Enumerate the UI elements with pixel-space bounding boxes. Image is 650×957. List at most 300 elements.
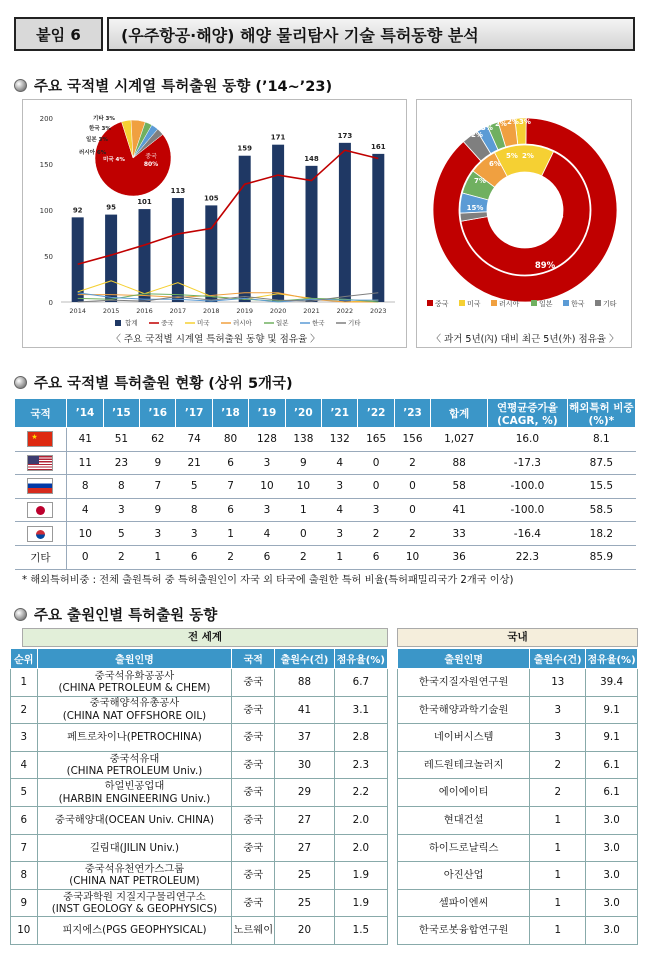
share-cell: 3.0: [586, 806, 638, 834]
count-cell: 2: [530, 779, 586, 807]
legend-label: 일본: [276, 319, 289, 327]
column-header: 합계: [431, 399, 488, 428]
y-tick-label: 50: [44, 253, 53, 261]
count-cell: 27: [275, 806, 334, 834]
legend-label: 기타: [348, 319, 361, 327]
column-header: 점유율(%): [586, 649, 638, 669]
value-cell: 21: [176, 451, 212, 475]
donut-label: 7%: [474, 177, 486, 185]
value-cell: 2: [394, 451, 430, 475]
applicant-cell: 네이버시스템: [398, 724, 530, 752]
share-cell: 1.9: [334, 889, 387, 917]
value-cell: 165: [358, 428, 394, 452]
column-header: ’16: [140, 399, 176, 428]
bar-total: [172, 198, 184, 302]
x-tick-label: 2019: [236, 307, 253, 315]
count-cell: 2: [530, 751, 586, 779]
table-row: [11, 779, 388, 807]
count-cell: 25: [275, 862, 334, 890]
legend-swatch: [491, 300, 497, 306]
applicant-name: 중국과학원 지질지구물리연구소: [63, 890, 206, 903]
legend-label: 한국: [312, 319, 325, 327]
applicant-cell: [37, 889, 232, 917]
x-tick-label: 2014: [69, 307, 86, 315]
applicant-cell: [37, 917, 232, 945]
value-cell: 36: [431, 545, 488, 569]
x-tick-label: 2021: [303, 307, 320, 315]
share-cell: 39.4: [586, 669, 638, 697]
value-cell: 1: [285, 498, 321, 522]
value-cell: 3: [103, 498, 139, 522]
value-cell: 6: [249, 545, 285, 569]
table-row: [11, 862, 388, 890]
section3-heading: [14, 604, 217, 625]
applicant-cell: 하이드로날릭스: [398, 834, 530, 862]
legend-swatch: [595, 300, 601, 306]
donut-label: 6%: [489, 160, 501, 168]
donut-label: 3%: [519, 118, 531, 126]
value-cell: 6: [358, 545, 394, 569]
value-cell: 2: [285, 545, 321, 569]
share-cell: 9.1: [586, 696, 638, 724]
bullet-icon: [14, 79, 27, 92]
value-cell: 51: [103, 428, 139, 452]
value-cell: 23: [103, 451, 139, 475]
y-tick-label: 100: [39, 207, 53, 215]
value-cell: 7: [140, 475, 176, 499]
table-row: [15, 428, 636, 452]
value-cell: 87.5: [567, 451, 635, 475]
share-cell: 6.7: [334, 669, 387, 697]
bullet-icon: [14, 376, 27, 389]
applicant-cell: 셀파이엔씨: [398, 889, 530, 917]
value-cell: 16.0: [488, 428, 568, 452]
share-cell: 6.1: [586, 779, 638, 807]
donut-label: 2%: [507, 118, 519, 126]
table-row: [11, 696, 388, 724]
share-cell: 9.1: [586, 724, 638, 752]
value-cell: 0: [358, 475, 394, 499]
column-header: ’17: [176, 399, 212, 428]
table-row: [398, 669, 638, 697]
legend-swatch: [531, 300, 537, 306]
donut-label: 2%: [471, 131, 483, 139]
share-cell: 2.2: [334, 779, 387, 807]
count-cell: 3: [530, 696, 586, 724]
applicant-name: 피지에스(PGS GEOPHYSICAL): [62, 924, 207, 937]
applicant-cell: [37, 669, 232, 697]
world-applicant-table: [10, 648, 388, 945]
country-cell: 중국: [232, 696, 275, 724]
bar-total: [306, 166, 318, 302]
china-flag-icon: ★: [27, 431, 53, 447]
value-cell: 4: [322, 498, 358, 522]
rank-cell: 2: [11, 696, 38, 724]
table-row: [11, 724, 388, 752]
x-tick-label: 2015: [102, 307, 120, 315]
legend-swatch: [563, 300, 569, 306]
rank-cell: 3: [11, 724, 38, 752]
share-donut-chart: [417, 100, 633, 330]
value-cell: -100.0: [488, 498, 568, 522]
count-cell: 1: [530, 806, 586, 834]
legend-label: 러시아: [499, 300, 520, 308]
bar-value-label: 159: [237, 144, 253, 153]
value-cell: 6: [176, 545, 212, 569]
country-cell: [15, 545, 67, 569]
legend-label: 기타: [603, 300, 617, 308]
applicant-name: 중국석유천연가스그룹: [84, 862, 185, 875]
count-cell: 1: [530, 862, 586, 890]
value-cell: 8: [67, 475, 103, 499]
count-cell: 3: [530, 724, 586, 752]
pie-label: 미국 4%: [103, 157, 125, 163]
country-cell: 중국: [232, 806, 275, 834]
share-cell: 3.0: [586, 834, 638, 862]
bar-total: [272, 145, 284, 302]
donut-label: 15%: [466, 204, 484, 212]
legend-swatch: [115, 320, 121, 326]
table-header-row: [398, 649, 638, 669]
applicant-cell: [37, 751, 232, 779]
table-row: [11, 834, 388, 862]
bullet-icon: [14, 608, 27, 621]
table-row: [398, 779, 638, 807]
value-cell: 9: [140, 498, 176, 522]
section3-title: 주요 출원인별 특허출원 동향: [34, 608, 218, 624]
legend-label: 중국: [435, 300, 449, 308]
table-row: [398, 806, 638, 834]
value-cell: 85.9: [567, 545, 635, 569]
applicant-cell: 한국해양과학기술원: [398, 696, 530, 724]
bar-value-label: 101: [137, 198, 152, 207]
pie-label: 80%: [143, 161, 159, 168]
share-cell: 3.0: [586, 917, 638, 945]
value-cell: 4: [67, 498, 103, 522]
usa-flag-icon: [27, 455, 53, 471]
table-row: [398, 862, 638, 890]
value-cell: 128: [249, 428, 285, 452]
rank-cell: 9: [11, 889, 38, 917]
column-header: ’19: [249, 399, 285, 428]
value-cell: 41: [67, 428, 103, 452]
share-cell: 3.0: [586, 889, 638, 917]
value-cell: 8: [103, 475, 139, 499]
value-cell: 5: [176, 475, 212, 499]
count-cell: 27: [275, 834, 334, 862]
value-cell: 4: [249, 522, 285, 546]
value-cell: 5: [103, 522, 139, 546]
value-cell: 156: [394, 428, 430, 452]
legend-label: 러시아: [233, 319, 252, 327]
value-cell: 6: [212, 451, 248, 475]
column-header: ’23: [394, 399, 430, 428]
applicant-cell: 현대건설: [398, 806, 530, 834]
count-cell: 29: [275, 779, 334, 807]
share-cell: 1.5: [334, 917, 387, 945]
count-cell: 1: [530, 889, 586, 917]
rank-cell: 1: [11, 669, 38, 697]
bar-total: [72, 217, 84, 302]
applicant-name: 중국해양석유총공사: [89, 697, 180, 710]
column-header: 연평균증가율 (CAGR, %): [488, 399, 568, 428]
applicant-cell: 에이에이티: [398, 779, 530, 807]
x-tick-label: 2016: [136, 307, 153, 315]
bar-value-label: 171: [270, 133, 286, 142]
count-cell: 30: [275, 751, 334, 779]
value-cell: 10: [285, 475, 321, 499]
column-header: 순위: [11, 649, 38, 669]
value-cell: 62: [140, 428, 176, 452]
appendix-badge: 붙임 6: [14, 17, 103, 51]
count-cell: 20: [275, 917, 334, 945]
applicant-cell: [37, 779, 232, 807]
column-header: ’22: [358, 399, 394, 428]
value-cell: 2: [358, 522, 394, 546]
column-header: 출원수(건): [530, 649, 586, 669]
value-cell: 4: [322, 451, 358, 475]
applicant-cell: [37, 834, 232, 862]
bar-value-label: 148: [304, 154, 319, 163]
pie-label: 일본 3%: [86, 137, 108, 143]
table-row: [15, 545, 636, 569]
applicant-cell: 한국로봇융합연구원: [398, 917, 530, 945]
country-cell: 중국: [232, 889, 275, 917]
donut-label: 2%: [522, 152, 534, 160]
donut-label: 89%: [534, 261, 556, 271]
applicant-english-name: (CHINA NAT PETROLEUM): [69, 875, 200, 888]
count-cell: 25: [275, 889, 334, 917]
caption-left: 〈 주요 국적별 시계열 특허출원 동향 및 점유율 〉: [111, 334, 320, 345]
legend-swatch: [459, 300, 465, 306]
applicant-name: 중국석유화공공사: [94, 669, 175, 682]
table-row: [11, 917, 388, 945]
value-cell: 0: [285, 522, 321, 546]
x-tick-label: 2023: [370, 307, 387, 315]
applicant-name: 하얼빈공업대: [104, 780, 165, 793]
country-cell: 중국: [232, 779, 275, 807]
applicant-cell: [37, 724, 232, 752]
country-cell: [15, 451, 67, 475]
country-cell: 중국: [232, 724, 275, 752]
table-header-row: [11, 649, 388, 669]
table-row: [11, 669, 388, 697]
korea-flag-icon: [27, 526, 53, 542]
column-header: ’14: [67, 399, 103, 428]
donut-panel: [416, 99, 632, 348]
legend-label: 중국: [161, 319, 174, 327]
applicant-name: 중국석유대: [109, 752, 160, 765]
table-row: [15, 451, 636, 475]
value-cell: 138: [285, 428, 321, 452]
timeseries-panel: [22, 99, 407, 348]
bar-total: [205, 205, 217, 302]
value-cell: 3: [176, 522, 212, 546]
donut-label: 5%: [506, 152, 518, 160]
table-row: [398, 751, 638, 779]
count-cell: 1: [530, 834, 586, 862]
country-cell: 중국: [232, 834, 275, 862]
value-cell: 41: [431, 498, 488, 522]
value-cell: 2: [212, 545, 248, 569]
value-cell: 8.1: [567, 428, 635, 452]
country-cell: [15, 522, 67, 546]
value-cell: 18.2: [567, 522, 635, 546]
value-cell: 15.5: [567, 475, 635, 499]
value-cell: 3: [358, 498, 394, 522]
legend-label: 일본: [539, 300, 553, 308]
page-title: (우주항공·해양) 해양 물리탐사 기술 특허동향 분석: [107, 17, 635, 51]
x-tick-label: 2018: [203, 307, 220, 315]
applicant-name: 페트로차이나(PETROCHINA): [67, 731, 202, 744]
value-cell: 3: [322, 475, 358, 499]
count-cell: 1: [530, 917, 586, 945]
caption-right: 〈 과거 5년(內) 대비 최근 5년(外) 점유율 〉: [431, 334, 619, 345]
value-cell: 7: [212, 475, 248, 499]
country-table: [14, 398, 636, 570]
value-cell: 2: [394, 522, 430, 546]
pie-label: 한국 3%: [89, 126, 111, 132]
y-tick-label: 150: [39, 161, 53, 169]
applicant-cell: 레드원테크놀러지: [398, 751, 530, 779]
column-header: 해외특허 비중(%)*: [567, 399, 635, 428]
column-header: 출원인명: [37, 649, 232, 669]
legend-label: 합계: [125, 319, 138, 327]
column-header: 출원수(건): [275, 649, 334, 669]
value-cell: -17.3: [488, 451, 568, 475]
y-tick-label: 200: [39, 115, 53, 123]
legend-label: 한국: [571, 300, 585, 308]
bar-total: [372, 154, 384, 302]
donut-label: 2%: [495, 120, 507, 128]
rank-cell: 10: [11, 917, 38, 945]
donut-label: 3%: [481, 124, 493, 132]
pie-label: 중국: [145, 153, 157, 160]
applicant-english-name: (HARBIN ENGINEERING Univ.): [58, 792, 211, 805]
donut-label: 65%: [546, 212, 564, 220]
share-cell: 2.0: [334, 806, 387, 834]
applicant-name: 길림대(JILIN Univ.): [89, 841, 180, 854]
y-tick-label: 0: [48, 299, 53, 307]
value-cell: -100.0: [488, 475, 568, 499]
value-cell: 58.5: [567, 498, 635, 522]
world-label: 전 세계: [22, 628, 388, 647]
value-cell: 1,027: [431, 428, 488, 452]
section1-title: 주요 국적별 시계열 특허출원 동향 (’14~’23): [34, 79, 333, 95]
pie-label: 기타 3%: [93, 116, 115, 122]
value-cell: 8: [176, 498, 212, 522]
value-cell: 3: [322, 522, 358, 546]
country-cell: 중국: [232, 751, 275, 779]
share-cell: 2.0: [334, 834, 387, 862]
value-cell: 58: [431, 475, 488, 499]
column-header: 국적: [232, 649, 275, 669]
applicant-english-name: (CHINA PETROLEUM & CHEM): [58, 682, 211, 695]
legend-label: 미국: [467, 300, 481, 308]
section2-title: 주요 국적별 특허출원 현황 (상위 5개국): [34, 376, 293, 392]
legend-swatch: [427, 300, 433, 306]
bar-value-label: 92: [72, 206, 83, 215]
applicant-cell: 아진산업: [398, 862, 530, 890]
bar-total: [139, 209, 151, 302]
table-row: [11, 806, 388, 834]
column-header: ’20: [285, 399, 321, 428]
value-cell: 2: [103, 545, 139, 569]
country-cell: 노르웨이: [232, 917, 275, 945]
count-cell: 13: [530, 669, 586, 697]
table-row: [398, 834, 638, 862]
table-row: [11, 889, 388, 917]
bar-value-label: 105: [203, 194, 219, 203]
value-cell: 88: [431, 451, 488, 475]
russia-flag-icon: [27, 478, 53, 494]
value-cell: 10: [67, 522, 103, 546]
applicant-english-name: (CHINA NAT OFFSHORE OIL): [62, 709, 207, 722]
applicant-cell: 한국지질자원연구원: [398, 669, 530, 697]
value-cell: 1: [140, 545, 176, 569]
rank-cell: 8: [11, 862, 38, 890]
value-cell: 0: [67, 545, 103, 569]
value-cell: 9: [140, 451, 176, 475]
share-cell: 1.9: [334, 862, 387, 890]
column-header: ’18: [212, 399, 248, 428]
count-cell: 37: [275, 724, 334, 752]
applicant-cell: [37, 696, 232, 724]
value-cell: 33: [431, 522, 488, 546]
table-row: [398, 696, 638, 724]
bar-total: [339, 143, 351, 302]
value-cell: 74: [176, 428, 212, 452]
share-cell: 3.0: [586, 862, 638, 890]
timeseries-chart: [23, 100, 408, 330]
x-tick-label: 2020: [269, 307, 287, 315]
value-cell: 1: [212, 522, 248, 546]
table-row: [15, 498, 636, 522]
value-cell: 3: [249, 498, 285, 522]
value-cell: 1: [322, 545, 358, 569]
value-cell: 10: [249, 475, 285, 499]
value-cell: 11: [67, 451, 103, 475]
bar-total: [105, 215, 117, 302]
share-cell: 6.1: [586, 751, 638, 779]
x-tick-label: 2017: [169, 307, 187, 315]
rank-cell: 5: [11, 779, 38, 807]
value-cell: 6: [212, 498, 248, 522]
domestic-applicant-table: [397, 648, 638, 945]
footnote: * 해외특허비중 : 전체 출원특허 중 특허출원인이 자국 외 타국에 출원한 특허 비율(특허패밀리국가 2개국 이상): [22, 575, 514, 586]
country-cell: [15, 475, 67, 499]
share-cell: 2.8: [334, 724, 387, 752]
pie-label: 러시아 6%: [79, 150, 107, 156]
japan-flag-icon: [27, 502, 53, 518]
table-row: [398, 917, 638, 945]
applicant-cell: [37, 806, 232, 834]
bar-total: [239, 156, 251, 302]
x-tick-label: 2022: [336, 307, 354, 315]
country-label: 기타: [30, 551, 51, 564]
value-cell: -16.4: [488, 522, 568, 546]
section2-heading: [14, 372, 293, 393]
country-cell: [15, 428, 67, 452]
value-cell: 10: [394, 545, 430, 569]
value-cell: 80: [212, 428, 248, 452]
table-row: [398, 889, 638, 917]
column-header: ’15: [103, 399, 139, 428]
table-row: [15, 475, 636, 499]
country-cell: 중국: [232, 669, 275, 697]
domestic-label: 국내: [397, 628, 638, 647]
value-cell: 3: [249, 451, 285, 475]
